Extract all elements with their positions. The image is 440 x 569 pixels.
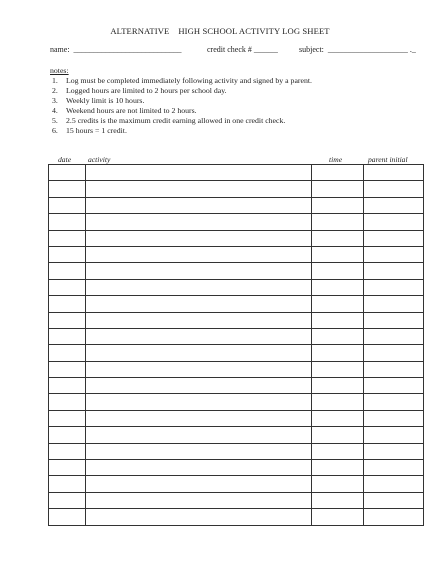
parent-initial-cell[interactable] [364,246,424,262]
parent-initial-cell[interactable] [364,165,424,181]
parent-initial-cell[interactable] [364,230,424,246]
time-cell[interactable] [312,296,364,312]
time-cell[interactable] [312,328,364,344]
table-row [49,181,424,197]
column-header-time: time [329,155,343,164]
table-row [49,279,424,295]
activity-log-table [48,164,424,526]
time-cell[interactable] [312,443,364,459]
date-cell[interactable] [49,345,86,361]
table-row [49,410,424,426]
time-cell[interactable] [312,279,364,295]
parent-initial-cell[interactable] [364,509,424,525]
activity-cell[interactable] [86,296,312,312]
activity-cell[interactable] [86,394,312,410]
activity-cell[interactable] [86,345,312,361]
table-row [49,230,424,246]
date-cell[interactable] [49,312,86,328]
note-text: 2.5 credits is the maximum credit earning allowed in one credit check. [66,116,286,125]
time-cell[interactable] [312,181,364,197]
note-text: Log must be completed immediately following activity and signed by a parent. [66,76,312,85]
parent-initial-cell[interactable] [364,394,424,410]
activity-cell[interactable] [86,165,312,181]
activity-cell[interactable] [86,312,312,328]
parent-initial-cell[interactable] [364,361,424,377]
page-title: ALTERNATIVE HIGH SCHOOL ACTIVITY LOG SHEET [110,26,330,36]
date-cell[interactable] [49,460,86,476]
activity-cell[interactable] [86,230,312,246]
activity-cell[interactable] [86,263,312,279]
column-header-date: date [58,155,72,164]
note-number: 2. [52,86,58,95]
date-cell[interactable] [49,378,86,394]
date-cell[interactable] [49,296,86,312]
activity-cell[interactable] [86,246,312,262]
activity-cell[interactable] [86,279,312,295]
parent-initial-cell[interactable] [364,279,424,295]
date-cell[interactable] [49,476,86,492]
date-cell[interactable] [49,492,86,508]
activity-cell[interactable] [86,427,312,443]
activity-cell[interactable] [86,361,312,377]
activity-cell[interactable] [86,476,312,492]
date-cell[interactable] [49,181,86,197]
time-cell[interactable] [312,476,364,492]
date-cell[interactable] [49,427,86,443]
activity-cell[interactable] [86,214,312,230]
table-row [49,394,424,410]
activity-cell[interactable] [86,181,312,197]
date-cell[interactable] [49,197,86,213]
table-row [49,165,424,181]
notes-list [50,76,312,136]
note-text: Logged hours are limited to 2 hours per school day. [66,86,227,95]
time-cell[interactable] [312,394,364,410]
parent-initial-cell[interactable] [364,460,424,476]
date-cell[interactable] [49,230,86,246]
parent-initial-cell[interactable] [364,214,424,230]
activity-cell[interactable] [86,509,312,525]
table-row [49,263,424,279]
activity-cell[interactable] [86,378,312,394]
time-cell[interactable] [312,410,364,426]
time-cell[interactable] [312,312,364,328]
activity-cell[interactable] [86,492,312,508]
table-row [49,509,424,525]
activity-cell[interactable] [86,460,312,476]
note-text: 15 hours = 1 credit. [66,126,127,135]
date-cell[interactable] [49,394,86,410]
parent-initial-cell[interactable] [364,410,424,426]
time-cell[interactable] [312,378,364,394]
activity-cell[interactable] [86,328,312,344]
subject-field[interactable]: subject: ____________________ ._ [299,45,416,54]
note-number: 4. [52,106,58,115]
date-cell[interactable] [49,509,86,525]
table-row [49,214,424,230]
table-row [49,246,424,262]
parent-initial-cell[interactable] [364,378,424,394]
date-cell[interactable] [49,246,86,262]
column-header-activity: activity [88,155,111,164]
date-cell[interactable] [49,165,86,181]
time-cell[interactable] [312,427,364,443]
table-row [49,296,424,312]
table-row [49,328,424,344]
note-item [50,106,312,116]
date-cell[interactable] [49,410,86,426]
note-item [50,126,312,136]
table-row [49,427,424,443]
parent-initial-cell[interactable] [364,443,424,459]
notes-heading: notes: [50,66,69,75]
table-row [49,361,424,377]
notes-section [50,66,312,136]
date-cell[interactable] [49,279,86,295]
table-row [49,492,424,508]
activity-cell[interactable] [86,197,312,213]
date-cell[interactable] [49,328,86,344]
date-cell[interactable] [49,443,86,459]
note-number: 6. [52,126,58,135]
note-item [50,116,312,126]
date-cell[interactable] [49,263,86,279]
parent-initial-cell[interactable] [364,476,424,492]
parent-initial-cell[interactable] [364,427,424,443]
parent-initial-cell[interactable] [364,328,424,344]
time-cell[interactable] [312,345,364,361]
note-item [50,86,312,96]
table-row [49,460,424,476]
note-item [50,96,312,106]
note-item [50,76,312,86]
time-cell[interactable] [312,230,364,246]
parent-initial-cell[interactable] [364,296,424,312]
table-row [49,378,424,394]
time-cell[interactable] [312,246,364,262]
header-fields [50,45,416,57]
time-cell[interactable] [312,214,364,230]
parent-initial-cell[interactable] [364,263,424,279]
parent-initial-cell[interactable] [364,492,424,508]
time-cell[interactable] [312,361,364,377]
table-row [49,476,424,492]
parent-initial-cell[interactable] [364,345,424,361]
credit-check-field[interactable]: credit check # ______ [207,45,278,54]
note-text: Weekend hours are not limited to 2 hours. [66,106,197,115]
name-field[interactable]: name: ___________________________ [50,45,182,54]
time-cell[interactable] [312,197,364,213]
activity-cell[interactable] [86,410,312,426]
column-header-parent-initial: parent initial [368,155,408,164]
note-number: 1. [52,76,58,85]
table-row [49,345,424,361]
date-cell[interactable] [49,214,86,230]
time-cell[interactable] [312,509,364,525]
table-row [49,197,424,213]
parent-initial-cell[interactable] [364,312,424,328]
time-cell[interactable] [312,165,364,181]
date-cell[interactable] [49,361,86,377]
table-row [49,312,424,328]
parent-initial-cell[interactable] [364,181,424,197]
time-cell[interactable] [312,263,364,279]
time-cell[interactable] [312,492,364,508]
table-row [49,443,424,459]
note-number: 5. [52,116,58,125]
activity-log-body [49,165,424,526]
note-number: 3. [52,96,58,105]
parent-initial-cell[interactable] [364,197,424,213]
activity-cell[interactable] [86,443,312,459]
note-text: Weekly limit is 10 hours. [66,96,145,105]
time-cell[interactable] [312,460,364,476]
